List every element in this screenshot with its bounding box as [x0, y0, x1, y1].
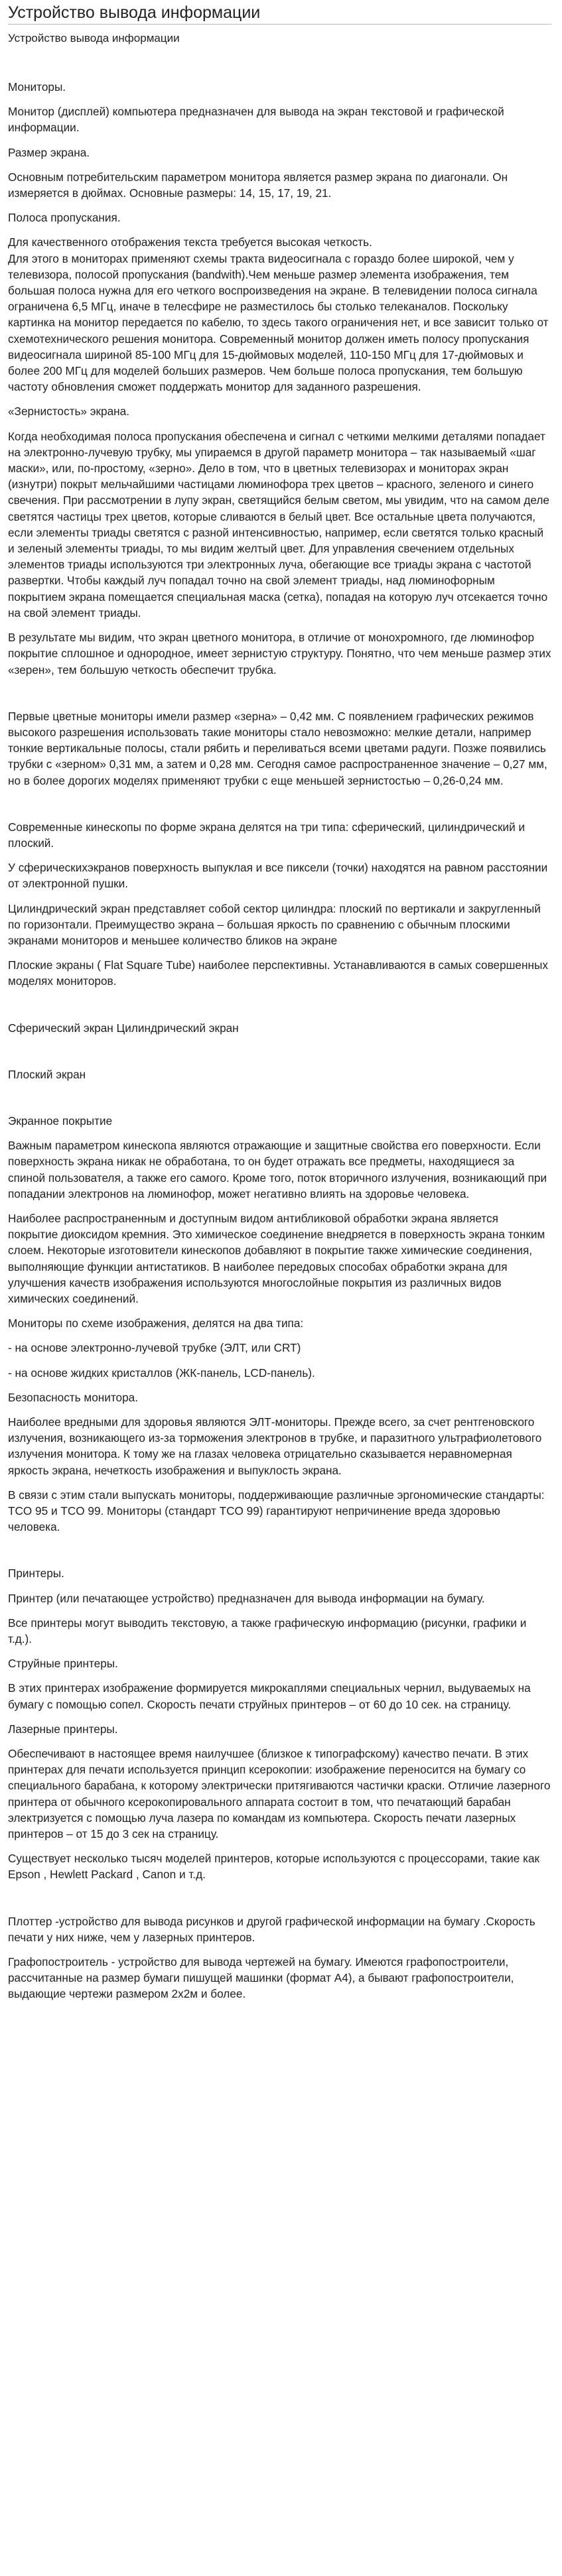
- paragraph: Графопостроитель - устройство для вывода чертежей на бумагу. Имеются графопостроители, рассчитанные на размер бумаги пишущей машинки (формат А4), а бывают графопостроители, выдающие чертежи размером 2x2м и более.: [8, 1955, 514, 2001]
- paragraph: Сферический экран Цилиндрический экран: [8, 1021, 239, 1035]
- paragraph: Принтеры.: [8, 1567, 64, 1580]
- paragraph: - на основе электронно-лучевой трубке (ЭЛТ, или CRT): [8, 1341, 301, 1355]
- paragraph: - на основе жидких кристаллов (ЖК-панель, LCD-панель).: [8, 1366, 315, 1380]
- paragraph: Современные кинескопы по форме экрана делятся на три типа: сферический, цилиндрический и плоский.: [8, 820, 526, 850]
- page-subtitle: Устройство вывода информации: [8, 32, 180, 44]
- paragraph: Плоские экраны ( Flat Square Tube) наиболее перспективны. Устанавливаются в самых совершенных моделях мониторов.: [8, 958, 548, 988]
- paragraph: Существует несколько тысяч моделей принтеров, которые используются с процессорами, такие как Epson , Hewlett Packard , Canon и т.д.: [8, 1852, 540, 1882]
- paragraph: Для качественного отображения текста требуется высокая четкость. Для этого в мониторах применяют схемы тракта видеосигнала с гораздо более широкой, чем у телевизора, полосой пропускания (bandwith).Чем меньше размер элемента изображения, тем большая полоса нужна для его четкого воспроизведения на экране. В телевидении полоса сигнала ограничена 6,5 МГц, иначе в телесфире не разместилось бы столько телеканалов. Поскольку картинка на монитор передается по кабелю, то здесь такого ограничения нет, и все зависит только от схемотехнического решения монитора. Современный монитор должен иметь полосу пропускания видеосигнала шириной 85-100 МГц для 15-дюймовых моделей, 110-150 МГц для 17-дюймовых и более 200 МГц для моделей больших размеров. Чем больше полоса пропускания, тем большую частоту обновления сможет поддержать монитор для заданного разрешения.: [8, 235, 549, 394]
- paragraph: В связи с этим стали выпускать мониторы, поддерживающие различные эргономические стандарты: TCO 95 и TCO 99. Мониторы (стандарт TCO 99) гарантируют непричинение вреда здоровью человека.: [8, 1488, 545, 1534]
- paragraph: Плоттер -устройство для вывода рисунков и другой графической информации на бумагу .Скорость печати у них ниже, чем у лазерных принтеров.: [8, 1914, 535, 1944]
- paragraph: «Зернистость» экрана.: [8, 405, 129, 419]
- paragraph: Первые цветные мониторы имели размер «зерна» – 0,42 мм. С появлением графических режимов высокого разрешения использовать такие мониторы стало невозможно: мелкие детали, например тонкие вертикальные полосы, стали рябить и переливаться всеми цветами радуги. Позже появились трубки с «зерном» 0,31 мм, а затем и 0,28 мм. Сегодня самое распространенное значение – 0,27 мм, но в более дорогих моделях применяют трубки с еще меньшей зернистостью – 0,26-0,24 мм.: [8, 709, 547, 787]
- paragraph: В этих принтерах изображение формируется микрокаплями специальных чернил, выдуваемых на бумагу с помощью сопел. Скорость печати струйных принтеров – от 60 до 10 сек. на страницу.: [8, 1681, 531, 1711]
- paragraph: Экранное покрытие: [8, 1114, 113, 1127]
- paragraph: У сферическихэкранов поверхность выпуклая и все пиксели (точки) находятся на равном расстоянии от электронной пушки.: [8, 861, 548, 891]
- page-title: Устройство вывода информации: [8, 3, 551, 25]
- paragraph: Когда необходимая полоса пропускания обеспечена и сигнал с четкими мелкими деталями попадает на электронно-лучевую трубку, мы упираемся в другой параметр монитора – так называемый «шаг маски», или, по-простому, «зерно». Дело в том, что в цветных телевизорах и мониторах экран (изнутри) покрыт мельчайшими частицами люминофора трех цветов – красного, зеленого и синего свечения. При рассмотрении в лупу экран, светящийся белым светом, мы увидим, что на самом деле светятся частицы трех цветов, которые сливаются в белый цвет. Все остальные цвета получаются, если элементы триады светятся с разной интенсивностью, например, если светятся только красный и зеленый элементы триады, то мы видим желтый цвет. Для управления свечением отдельных элементов триады используются три электронных луча, обегающие все триады экрана с частотой развертки. Чтобы каждый луч попадал точно на свой элемент триады, над люминофорным покрытием экрана помещается специальная маска (сетка), попадая на которую луч отсекается точно на свой элемент триады.: [8, 429, 549, 619]
- paragraph: Принтер (или печатающее устройство) предназначен для вывода информации на бумагу.: [8, 1591, 485, 1605]
- paragraph: Наиболее вредными для здоровья являются ЭЛТ-мониторы. Прежде всего, за счет рентгеновского излучения, возникающего из-за торможения электронов в трубке, и паразитного ультрафиолетового излучения монитора. К тому же на глазах человека отрицательно сказывается неравномерная яркость экрана, нечеткость изображения и выпуклость экрана.: [8, 1415, 542, 1477]
- paragraph: Наиболее распространенным и доступным видом антибликовой обработки экрана является покрытие диоксидом кремния. Это химическое соединение внедряется в поверхность экрана тонким слоем. Некоторые изготовители кинескопов добавляют в покрытие также химические соединения, выполняющие функции антистатиков. В наиболее передовых способах обработки экрана для улучшения качеств изображения используются многослойные покрытия из различных видов химических соединений.: [8, 1211, 545, 1305]
- paragraph: Цилиндрический экран представляет собой сектор цилиндра: плоский по вертикали и закругленный по горизонтали. Преимущество экрана – большая яркость по сравнению с обычным плоскими экранами мониторов и меньшее количество бликов на экране: [8, 901, 541, 947]
- paragraph: Струйные принтеры.: [8, 1657, 118, 1671]
- paragraph: Монитор (дисплей) компьютера предназначен для вывода на экран текстовой и графической информации.: [8, 105, 504, 135]
- paragraph: Размер экрана.: [8, 145, 90, 159]
- paragraph: Все принтеры могут выводить текстовую, а также графическую информацию (рисунки, графики и т.д.).: [8, 1616, 527, 1646]
- paragraph: В результате мы видим, что экран цветного монитора, в отличие от монохромного, где люминофор покрытие сплошное и однородное, имеет зернистую структуру. Понятно, что чем меньше размер этих «зерен», тем большую четкость обеспечит трубка.: [8, 631, 551, 676]
- paragraph: Полоса пропускания.: [8, 211, 121, 225]
- paragraph: Мониторы.: [8, 80, 66, 94]
- paragraph: Лазерные принтеры.: [8, 1722, 118, 1736]
- paragraph: Обеспечивают в настоящее время наилучшее (близкое к типографскому) качество печати. В этих принтерах для печати используется принцип ксерокопии: изображение переносится на бумагу со специального барабана, к которому электрически притягиваются частички краски. Отличие лазерного принтера от обычного ксерокопировального аппарата состоит в том, что печатающий барабан электризуется с помощью луча лазера по командам из компьютера. Скорость печати лазерных принтеров – от 15 до 3 сек на страницу.: [8, 1747, 551, 1841]
- paragraph: Мониторы по схеме изображения, делятся на два типа:: [8, 1317, 304, 1330]
- paragraph: Безопасность монитора.: [8, 1390, 139, 1404]
- paragraph: Плоский экран: [8, 1067, 86, 1081]
- paragraph: Основным потребительским параметром монитора является размер экрана по диагонали. Он измеряется в дюймах. Основные размеры: 14, 15, 17, 19, 21.: [8, 170, 508, 200]
- document-body: [8, 79, 551, 2002]
- paragraph: Важным параметром кинескопа являются отражающие и защитные свойства его поверхности. Если поверхность экрана никак не обработана, то он будет отражать все предметы, находящиеся за спиной пользователя, а также его самого. Кроме того, поток вторичного излучения, возникающий при попадании электронов на люминофор, может негативно влиять на здоровье человека.: [8, 1139, 547, 1200]
